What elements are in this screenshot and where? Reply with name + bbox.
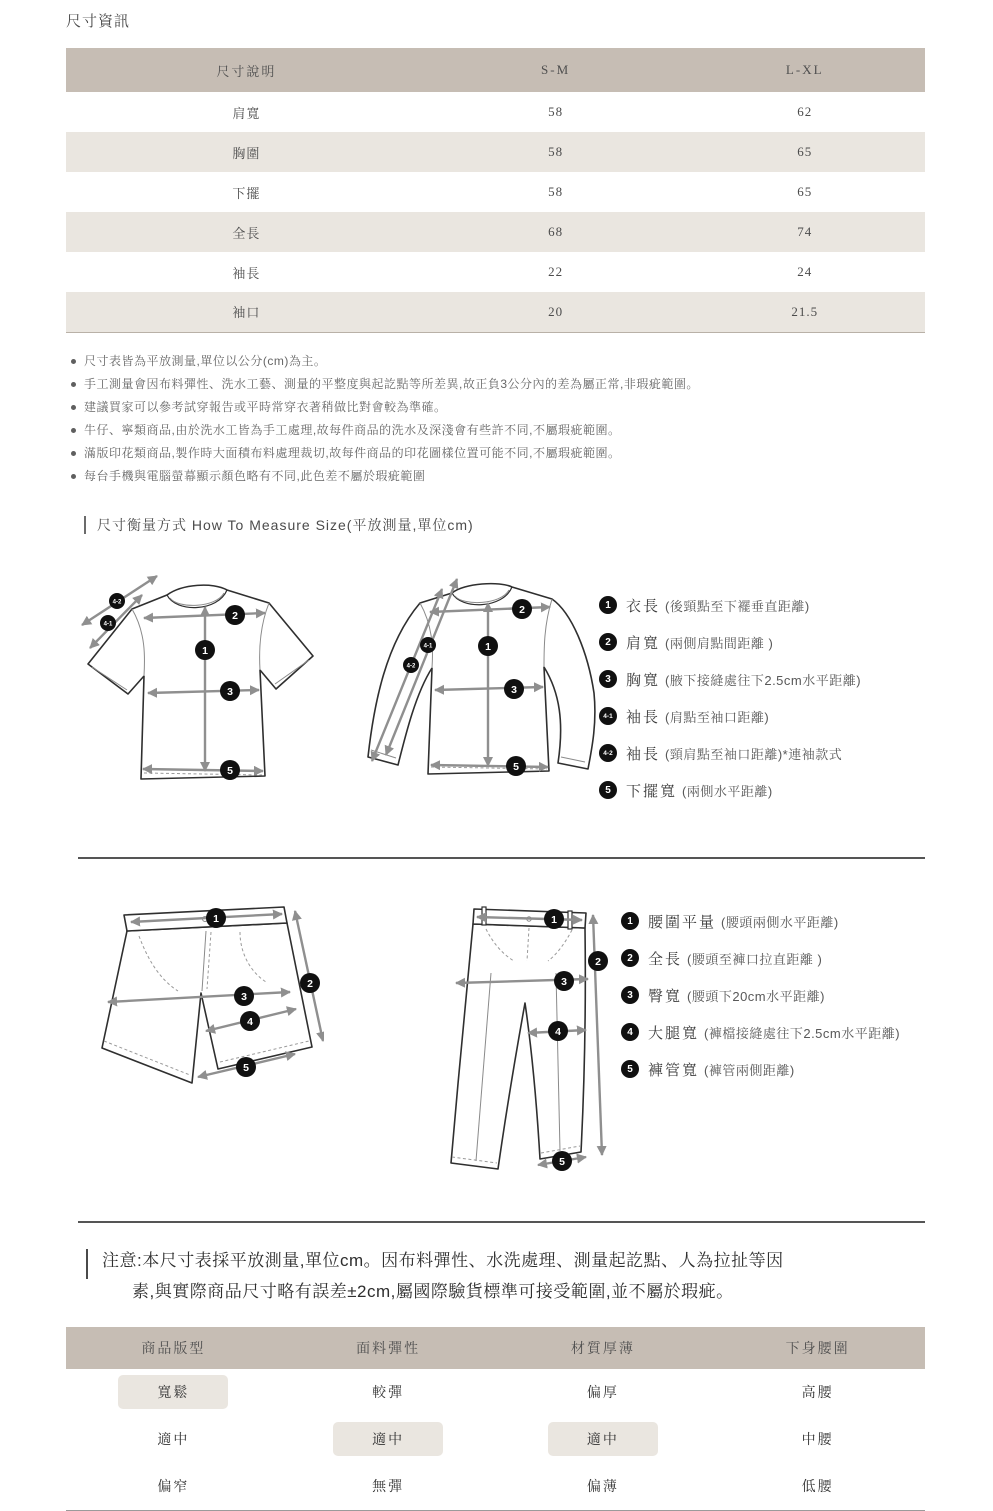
short-sleeve-shirt-diagram [72,573,322,798]
row-lxl-value: 62 [684,92,925,132]
legend-badge: 4-1 [599,707,617,725]
attr-option: 無彈 [372,1478,405,1494]
size-table-header-desc: 尺寸說明 [66,48,427,92]
tops-legend [599,573,951,817]
bottom-divider [66,1510,925,1511]
row-sm-value: 58 [427,132,685,172]
row-label: 肩寬 [66,92,427,132]
marker-3 [554,971,574,991]
attr-option: 高腰 [801,1384,834,1400]
bottoms-legend [621,903,973,1096]
legend-desc: (後頸點至下襬垂直距離) [665,598,810,614]
row-sm-value: 58 [427,92,685,132]
svg-text:1: 1 [202,644,208,657]
attr-option: 中腰 [801,1431,834,1447]
svg-text:1: 1 [485,640,491,653]
attr-option: 偏薄 [586,1478,619,1494]
row-label: 下擺 [66,172,427,212]
marker-4 [240,1011,260,1031]
legend-item [621,985,973,1006]
legend-label: 肩寬 [626,634,661,652]
legend-desc: (頸肩點至袖口距離)*連袖款式 [665,746,843,762]
tops-measure-section [66,573,925,817]
section-divider [78,857,925,859]
measurement-notes [70,350,925,488]
attr-option: 偏厚 [586,1384,619,1400]
legend-label: 胸寬 [626,671,661,689]
row-lxl-value: 65 [684,132,925,172]
legend-label: 褲管寬 [648,1061,700,1079]
legend-label: 全長 [648,950,683,968]
svg-text:3: 3 [227,685,233,698]
marker-5 [552,1151,572,1171]
svg-text:4-2: 4-2 [112,599,122,605]
svg-text:5: 5 [559,1155,565,1168]
pants-diagram [436,903,621,1195]
row-sm-value: 20 [427,292,685,332]
svg-text:2: 2 [232,609,238,622]
table-row [66,92,925,132]
legend-badge: 5 [621,1060,639,1078]
svg-text:4: 4 [555,1025,561,1038]
legend-item [599,632,951,653]
svg-text:5: 5 [227,764,233,777]
legend-badge: 1 [599,596,617,614]
attr-header-stretch: 面料彈性 [281,1327,496,1369]
legend-item [621,911,973,932]
marker-5 [236,1057,256,1077]
marker-1 [544,909,564,929]
note-item: 滿版印花類商品,製作時大面積布料處理裁切,故每件商品的印花圖樣位置可能不同,不屬瑕疵範圍。 [70,442,925,465]
svg-text:2: 2 [595,955,601,968]
legend-label: 衣長 [626,597,661,615]
row-lxl-value: 24 [684,252,925,292]
legend-item [621,948,973,969]
table-row [66,252,925,292]
product-attribute-table [66,1327,925,1510]
attr-option: 低腰 [801,1478,834,1494]
marker-5 [220,760,240,780]
attr-row [66,1369,925,1416]
notice-block [86,1245,925,1307]
table-row [66,292,925,332]
size-table [66,48,925,333]
row-lxl-value: 74 [684,212,925,252]
marker-2 [512,599,532,619]
how-to-measure-heading [84,515,925,535]
page-title: 尺寸資訊 [66,13,131,30]
table-row [66,212,925,252]
marker-2 [300,973,320,993]
attr-option: 寬鬆 [118,1375,228,1409]
marker-2 [225,605,245,625]
svg-text:3: 3 [511,683,517,696]
row-label: 胸圍 [66,132,427,172]
row-sm-value: 68 [427,212,685,252]
notice-line-2: 素,與實際商品尺寸略有誤差±2cm,屬國際驗貨標準可接受範圍,並不屬於瑕疵。 [132,1281,734,1301]
legend-badge: 3 [599,670,617,688]
shorts-diagram [94,903,324,1108]
svg-text:1: 1 [551,913,557,926]
legend-badge: 2 [621,949,639,967]
legend-label: 下擺寬 [626,782,678,800]
svg-text:4-1: 4-1 [103,621,113,627]
attr-header-row [66,1327,925,1369]
marker-1 [478,636,498,656]
legend-item [599,743,951,764]
attr-header-fit: 商品版型 [66,1327,281,1369]
attr-header-thickness: 材質厚薄 [496,1327,711,1369]
row-label: 全長 [66,212,427,252]
note-item: 每台手機與電腦螢幕顯示顏色略有不同,此色差不屬於瑕疵範圍 [70,465,925,488]
legend-item [621,1022,973,1043]
note-item: 手工測量會因布料彈性、洗水工藝、測量的平整度與起訖點等所差異,故正負3公分內的差為屬正常,非瑕疵範圍。 [70,373,925,396]
notice-line-1: 注意:本尺寸表採平放測量,單位cm。因布料彈性、水洗處理、測量起訖點、人為拉扯等因 [102,1250,784,1270]
svg-text:5: 5 [513,760,519,773]
legend-desc: (腰頭兩側水平距離) [721,914,839,930]
size-table-header-lxl: L-XL [684,48,925,92]
attr-row [66,1463,925,1510]
row-lxl-value: 65 [684,172,925,212]
svg-text:4: 4 [247,1015,253,1028]
svg-text:3: 3 [241,990,247,1003]
long-sleeve-shirt-diagram [364,573,599,801]
svg-text:1: 1 [213,912,219,925]
legend-item [599,595,951,616]
legend-desc: (褲管兩側距離) [704,1062,795,1078]
note-item: 牛仔、寧類商品,由於洗水工皆為手工處理,故每件商品的洗水及深淺會有些許不同,不屬瑕疵範圍。 [70,419,925,442]
bottoms-measure-section [66,903,925,1195]
legend-item [599,780,951,801]
marker-4-1 [420,637,436,653]
marker-5 [506,756,526,776]
legend-item [621,1059,973,1080]
legend-desc: (肩點至袖口距離) [665,709,770,725]
legend-badge: 4 [621,1023,639,1041]
attr-option: 偏窄 [157,1478,190,1494]
marker-1 [206,908,226,928]
size-table-header-row [66,48,925,92]
legend-badge: 1 [621,912,639,930]
row-sm-value: 58 [427,172,685,212]
attr-row [66,1416,925,1463]
legend-badge: 4-2 [599,744,617,762]
marker-3 [234,986,254,1006]
attr-option: 適中 [548,1422,658,1456]
legend-label: 臀寬 [648,987,683,1005]
row-label: 袖長 [66,252,427,292]
section-divider [78,1221,925,1223]
row-lxl-value: 21.5 [684,292,925,332]
row-sm-value: 22 [427,252,685,292]
marker-1 [195,640,215,660]
notice-bar [86,1249,88,1279]
svg-text:5: 5 [243,1061,249,1074]
legend-desc: (褲檔接縫處往下2.5cm水平距離) [704,1025,901,1041]
attr-option: 適中 [333,1422,443,1456]
legend-item [599,669,951,690]
attr-option: 適中 [157,1431,190,1447]
legend-badge: 5 [599,781,617,799]
legend-desc: (腋下接縫處往下2.5cm水平距離) [665,672,862,688]
legend-label: 袖長 [626,708,661,726]
svg-text:2: 2 [307,977,313,990]
note-item: 尺寸表皆為平放測量,單位以公分(cm)為主。 [70,350,925,373]
svg-text:3: 3 [561,975,567,988]
marker-2 [588,951,608,971]
legend-badge: 2 [599,633,617,651]
table-row [66,132,925,172]
attr-option: 較彈 [372,1384,405,1400]
legend-badge: 3 [621,986,639,1004]
svg-text:4-2: 4-2 [406,663,416,669]
heading-bar [84,516,86,534]
table-row [66,172,925,212]
heading-text: 尺寸衡量方式 How To Measure Size(平放測量,單位cm) [97,516,474,533]
legend-item [599,706,951,727]
notice-text [102,1245,784,1307]
legend-label: 大腿寬 [648,1024,700,1042]
note-item: 建議買家可以參考試穿報告或平時常穿衣著稍做比對會較為準確。 [70,396,925,419]
legend-desc: (腰頭下20cm水平距離) [687,988,825,1004]
marker-4 [548,1021,568,1041]
attr-header-waist: 下身腰圍 [710,1327,925,1369]
legend-label: 袖長 [626,745,661,763]
svg-text:2: 2 [519,603,525,616]
row-label: 袖口 [66,292,427,332]
legend-desc: (兩側水平距離) [682,783,773,799]
size-table-header-sm: S-M [427,48,685,92]
svg-text:4-1: 4-1 [423,643,433,649]
legend-label: 腰圍平量 [648,913,717,931]
legend-desc: (兩側肩點間距離 ) [665,635,774,651]
marker-4-1 [100,615,116,631]
marker-3 [504,679,524,699]
marker-4-2 [403,657,419,673]
legend-desc: (腰頭至褲口拉直距離 ) [687,951,823,967]
marker-4-2 [109,593,125,609]
marker-3 [220,681,240,701]
